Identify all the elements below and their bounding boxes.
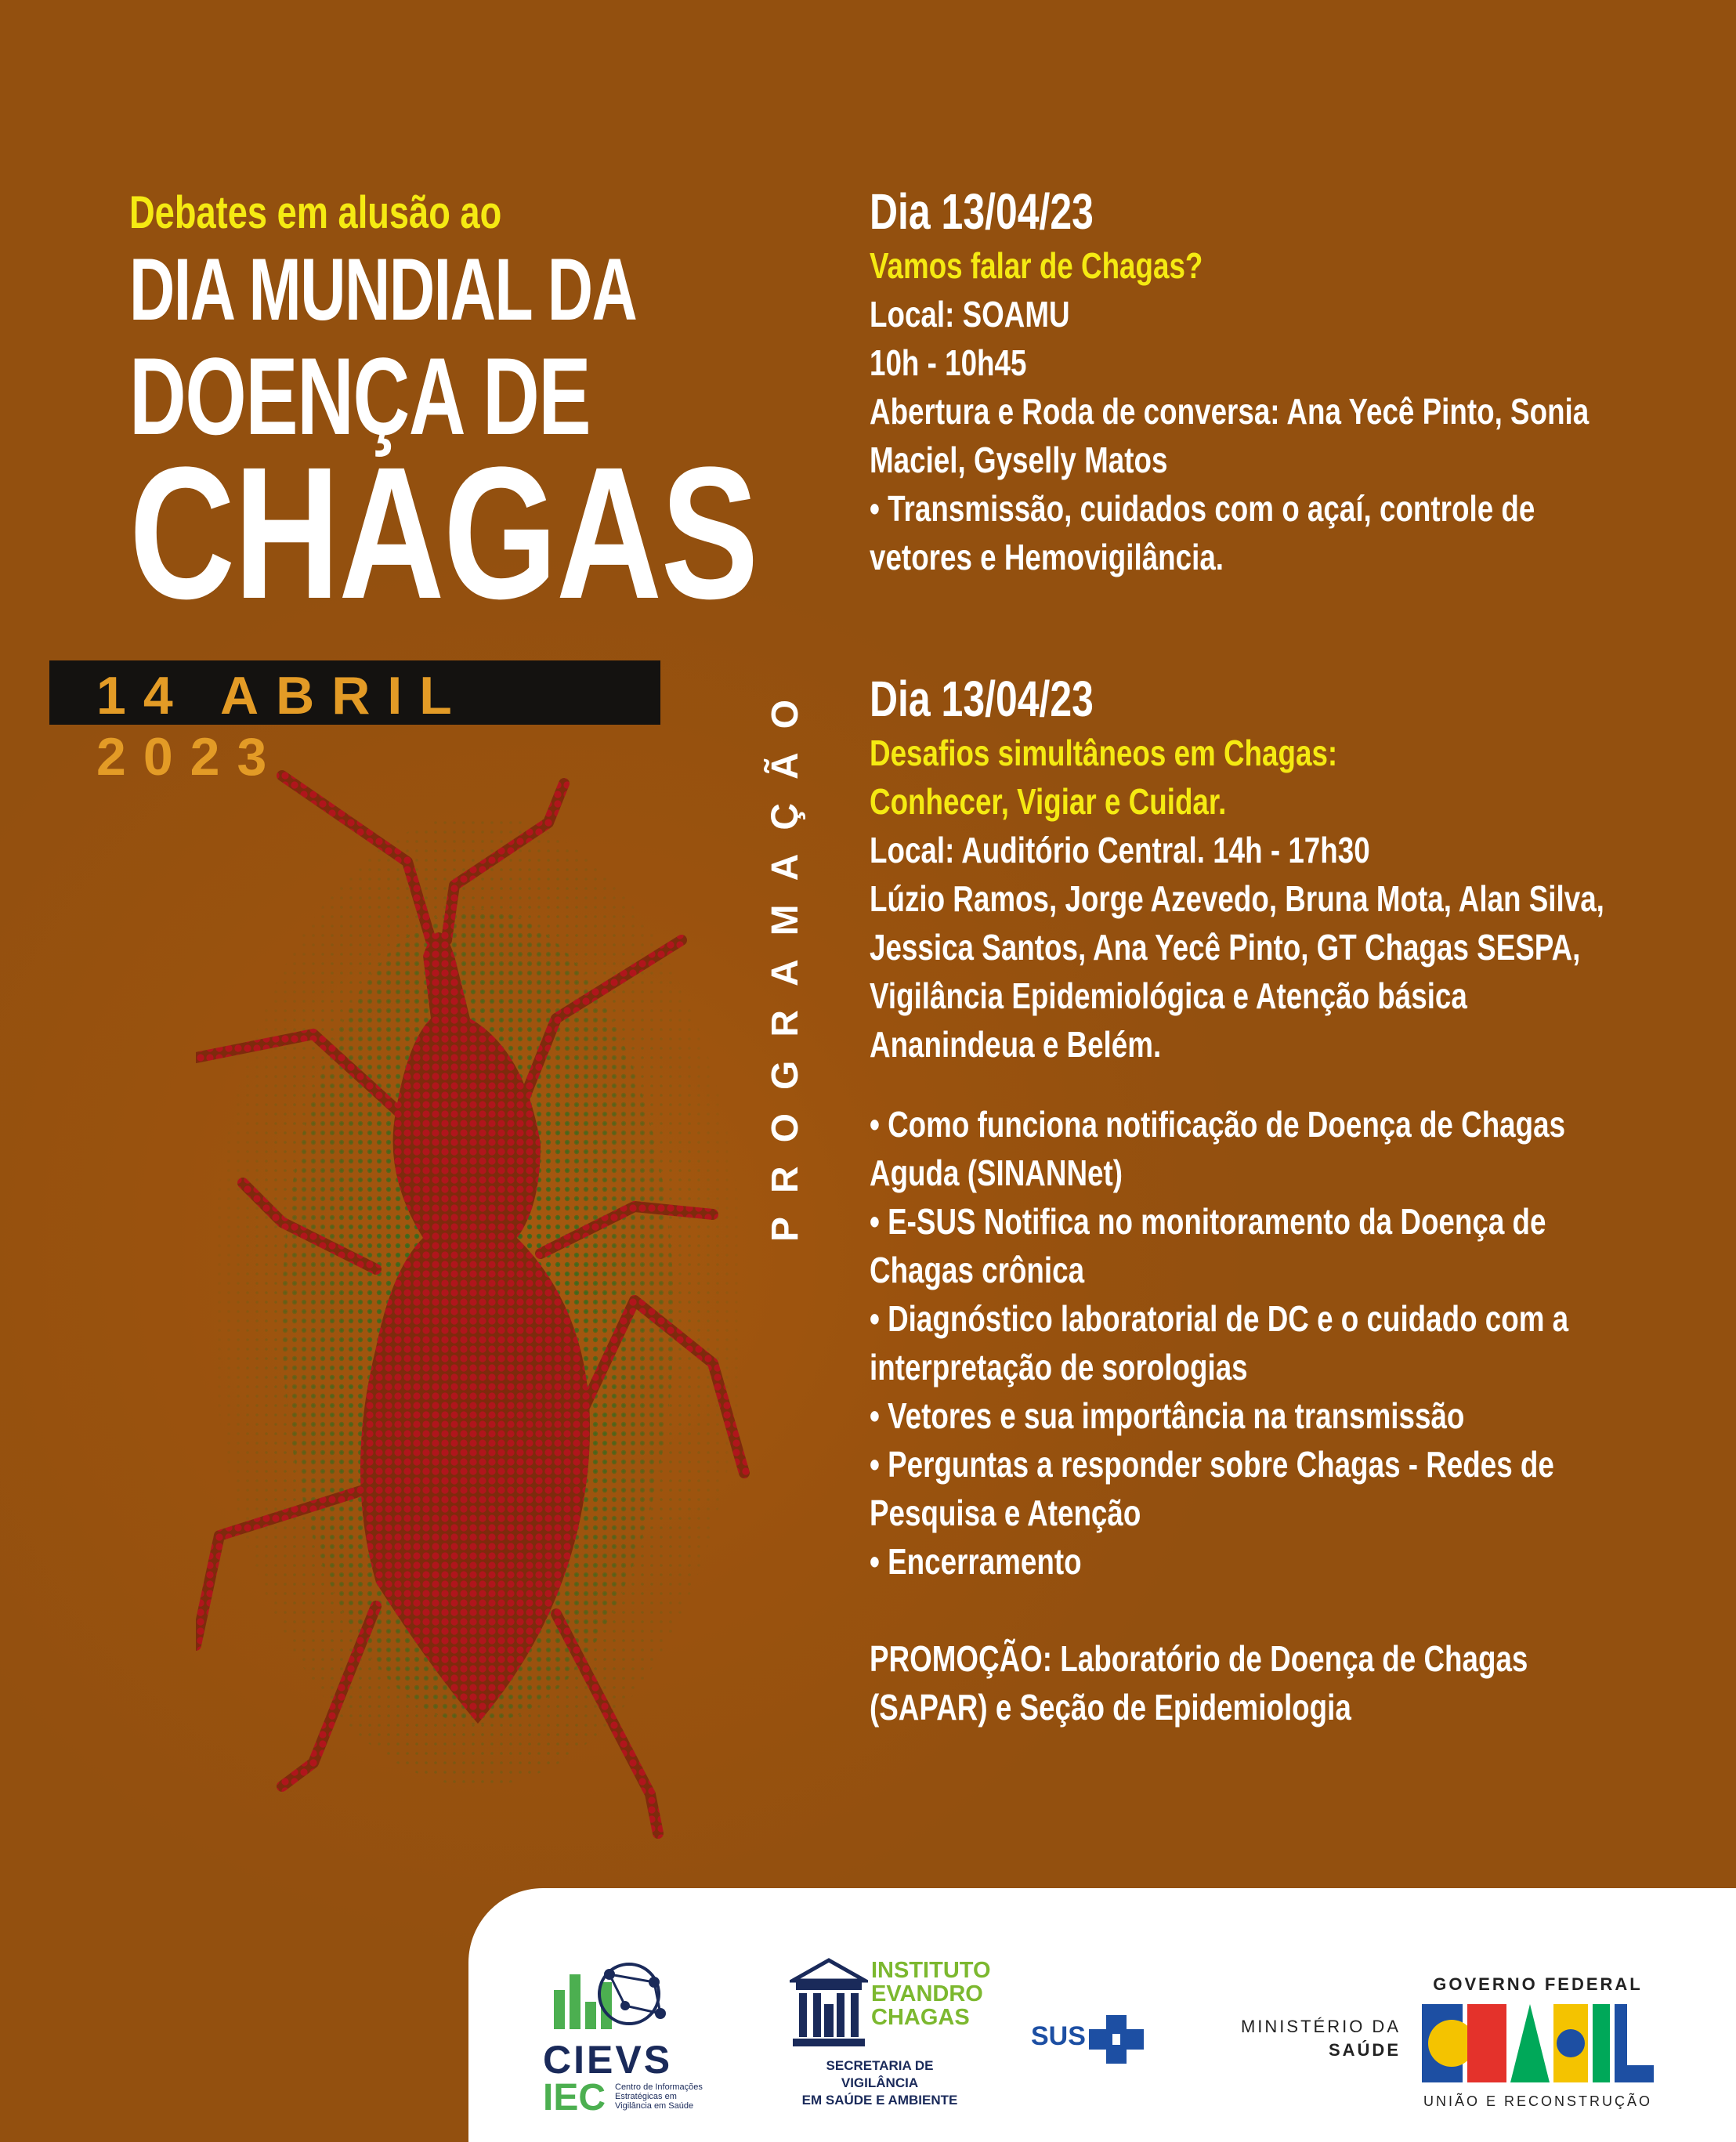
programacao-label: PROGRAMAÇÃO xyxy=(765,676,806,1242)
subtitle: Debates em alusão ao xyxy=(129,187,502,238)
sus-logo xyxy=(1031,2012,1156,2067)
session2-title: Conhecer, Vigiar e Cuidar. xyxy=(870,781,1227,822)
governo-federal-logo xyxy=(1420,1974,1655,2139)
session2-day: Dia 13/04/23 xyxy=(870,671,1094,727)
topic-line: • Vetores e sua importância na transmissão xyxy=(870,1395,1465,1436)
topic-line: • E-SUS Notifica no monitoramento da Doença de xyxy=(870,1201,1546,1242)
ministerio-line: SAÚDE xyxy=(1328,2040,1401,2060)
cievs-desc: Estratégicas em xyxy=(615,2092,677,2101)
instituto-evandro-chagas-logo xyxy=(790,1957,991,2114)
topic-line: Pesquisa e Atenção xyxy=(870,1493,1141,1533)
iec-text: IEC xyxy=(543,2077,606,2118)
ministerio-line: MINISTÉRIO DA xyxy=(1240,2017,1401,2036)
session2-local: Local: Auditório Central. 14h - 17h30 xyxy=(870,830,1370,870)
session1-text: vetores e Hemovigilância. xyxy=(870,537,1224,577)
gov-bottom-text: UNIÃO E RECONSTRUÇÃO xyxy=(1423,2093,1653,2109)
session1-title: Vamos falar de Chagas? xyxy=(870,245,1203,286)
title-line-2: DOENÇA DE xyxy=(129,335,591,458)
footer-logos xyxy=(468,1888,1736,2142)
session1-time: 10h - 10h45 xyxy=(870,342,1027,383)
cievs-text: CIEVS xyxy=(543,2038,673,2082)
topic-line: interpretação de sorologias xyxy=(870,1347,1248,1388)
network-icon xyxy=(543,1959,700,2037)
instituto-line: EVANDRO xyxy=(871,1981,983,2006)
cievs-desc: Vigilância em Saúde xyxy=(615,2101,694,2111)
promotion-text: PROMOÇÃO: Laboratório de Doença de Chagas xyxy=(870,1638,1528,1679)
ministerio-saude-logo xyxy=(1221,2015,1401,2070)
promotion-text: (SAPAR) e Seção de Epidemiologia xyxy=(870,1687,1351,1728)
session1-text: Maciel, Gyselly Matos xyxy=(870,440,1168,480)
brasil-wordmark xyxy=(1420,2001,1655,2087)
session1-text: • Transmissão, cuidados com o açaí, controle de xyxy=(870,488,1535,529)
kissing-bug-illustration xyxy=(196,705,760,1959)
session2-speakers: Ananindeua e Belém. xyxy=(870,1024,1162,1065)
topic-line: • Perguntas a responder sobre Chagas - Redes de xyxy=(870,1444,1554,1485)
title-line-3: CHAGAS xyxy=(129,428,758,638)
topic-line: • Diagnóstico laboratorial de DC e o cuidado com a xyxy=(870,1298,1569,1339)
topic-line: • Como funciona notificação de Doença de Chagas xyxy=(870,1104,1566,1145)
gov-top-text: GOVERNO FEDERAL xyxy=(1433,1974,1643,1994)
topic-line: Aguda (SINANNet) xyxy=(870,1152,1123,1193)
session1-day: Dia 13/04/23 xyxy=(870,183,1094,240)
session2-speakers: Lúzio Ramos, Jorge Azevedo, Bruna Mota, Alan Silva, xyxy=(870,878,1604,919)
event-date: 14 ABRIL 2023 xyxy=(96,666,468,787)
instituto-line: INSTITUTO xyxy=(871,1958,991,1983)
sus-text: SUS xyxy=(1031,2021,1086,2051)
date-bar xyxy=(49,660,660,787)
program-schedule xyxy=(870,182,1700,1731)
session1-text: Abertura e Roda de conversa: Ana Yecê Pinto, Sonia xyxy=(870,391,1590,432)
title-line-1: DIA MUNDIAL DA xyxy=(129,241,637,338)
session2-title: Desafios simultâneos em Chagas: xyxy=(870,733,1338,773)
secretaria-line: SECRETARIA DE VIGILÂNCIA xyxy=(826,2058,934,2090)
session2-speakers: Jessica Santos, Ana Yecê Pinto, GT Chagas SESPA, xyxy=(870,927,1581,968)
cievs-logo xyxy=(543,1959,747,2118)
building-icon xyxy=(790,1957,868,2051)
plus-icon xyxy=(1086,2012,1148,2067)
secretaria-line: EM SAÚDE E AMBIENTE xyxy=(801,2093,958,2108)
session2-speakers: Vigilância Epidemiológica e Atenção básica xyxy=(870,975,1467,1016)
cievs-desc: Centro de Informações xyxy=(615,2082,703,2092)
topic-line: Chagas crônica xyxy=(870,1250,1085,1290)
session1-local: Local: SOAMU xyxy=(870,294,1070,335)
topic-line: • Encerramento xyxy=(870,1541,1082,1582)
instituto-line: CHAGAS xyxy=(871,2005,970,2030)
